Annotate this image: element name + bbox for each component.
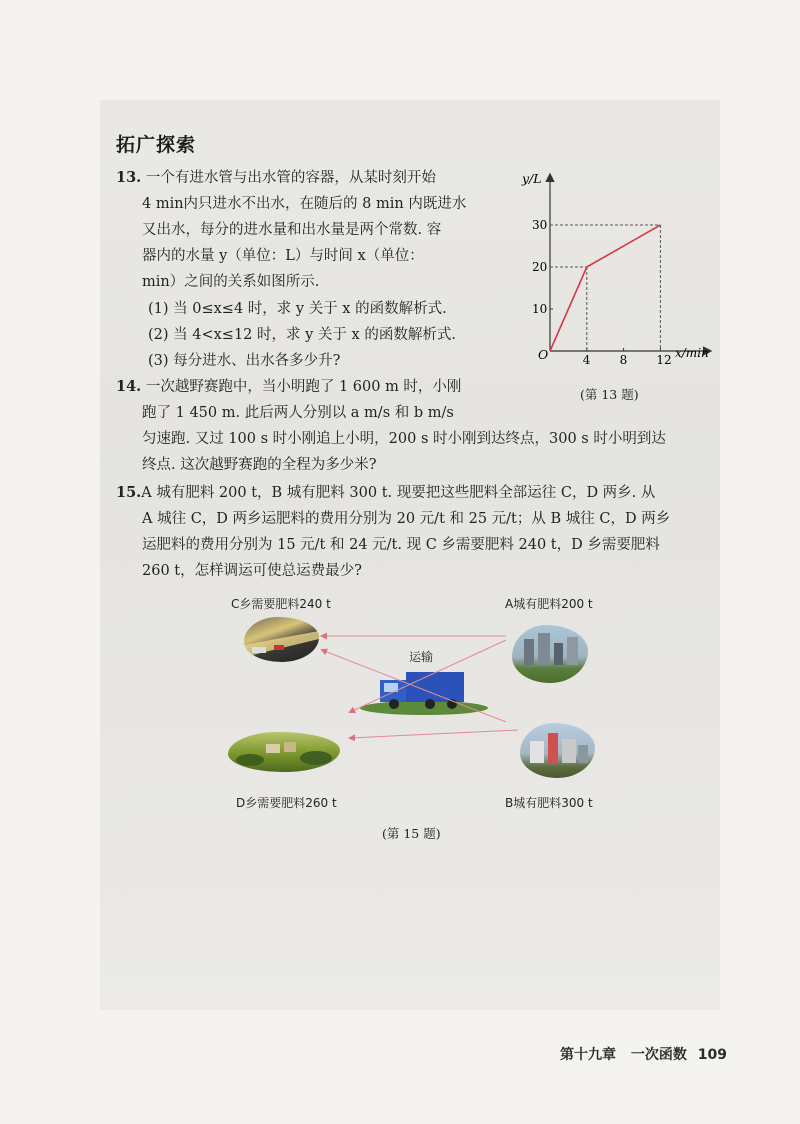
problem-13-number: 13. [116, 169, 142, 186]
problem-15-number: 15. [116, 484, 142, 501]
problem-13-line-5: min）之间的关系如图所示. [142, 274, 320, 290]
problem-13-line-2: 4 min内只进水不出水，在随后的 8 min 内既进水 [142, 196, 467, 212]
problem-13-chart [520, 165, 720, 365]
problem-14-line-2: 跑了 1 450 m. 此后两人分别以 a m/s 和 b m/s [142, 405, 454, 421]
problem-15-caption: (第 15 题) [382, 826, 441, 841]
problem-14-line-3: 匀速跑. 又过 100 s 时小刚追上小明，200 s 时小刚到达终点，300 s 时小明到达 [142, 431, 666, 447]
transport-label: 运输 [409, 650, 434, 664]
origin-label: O [538, 347, 549, 362]
b-city-label: B城有肥料300 t [505, 796, 593, 810]
problem-14-line-1: 一次越野赛跑中，当小明跑了 1 600 m 时，小刚 [145, 379, 462, 395]
a-city-label: A城有肥料200 t [505, 597, 593, 611]
c-village-label: C乡需要肥料240 t [231, 597, 331, 611]
problem-15-line-3: 运肥料的费用分别为 15 元/t 和 24 元/t. 现 C 乡需要肥料 240 t，D 乡需要肥料 [142, 537, 660, 553]
x-tick-label: 12 [656, 353, 672, 365]
problem-15-line-1: A 城有肥料 200 t，B 城有肥料 300 t. 现要把这些肥料全部运往 C，D 两乡. 从 [141, 485, 656, 501]
y-tick-label: 20 [532, 260, 548, 274]
problem-13 [116, 165, 511, 295]
problem-15 [116, 480, 716, 584]
problem-14-line-4: 终点. 这次越野赛跑的全程为多少米? [142, 457, 377, 473]
problem-15-line-4: 260 t，怎样调运可使总运费最少? [142, 563, 362, 579]
d-village-label: D乡需要肥料260 t [236, 796, 337, 810]
footer-chapter: 第十九章 [560, 1047, 616, 1063]
y-tick-label: 10 [532, 302, 548, 316]
y-axis-label: y/L [522, 171, 542, 186]
problem-13-question-1: (1) 当 0≤x≤4 时，求 y 关于 x 的函数解析式. [148, 301, 447, 317]
problem-14 [116, 374, 716, 478]
arrow-b-to-c [322, 650, 506, 722]
problem-13-line-1: 一个有进水管与出水管的容器，从某时刻开始 [145, 170, 436, 186]
problem-14-number: 14. [116, 378, 142, 395]
problem-13-question-2: (2) 当 4<x≤12 时，求 y 关于 x 的函数解析式. [148, 327, 456, 343]
section-title: 拓广探索 [116, 134, 197, 156]
arrow-a-to-d [350, 640, 506, 712]
page-footer [560, 1044, 727, 1064]
problem-13-line-3: 又出水，每分的进水量和出水量是两个常数. 容 [142, 222, 442, 238]
guide-lines [550, 225, 660, 351]
problem-13-line-4: 器内的水量 y（单位：L）与时间 x（单位： [142, 248, 424, 264]
x-axis-label: x/min [675, 346, 709, 360]
transport-arrows [310, 620, 530, 750]
problem-15-line-2: A 城往 C，D 两乡运肥料的费用分别为 20 元/t 和 25 元/t；从 B 城往 C，D 两乡 [142, 511, 671, 527]
page-number: 109 [697, 1047, 727, 1063]
y-tick-label: 30 [532, 218, 548, 232]
problem-13-question-3: (3) 每分进水、出水各多少升? [148, 353, 341, 369]
footer-title: 一次函数 [630, 1047, 687, 1063]
arrow-b-to-d [350, 730, 518, 738]
series-line [550, 225, 660, 351]
x-tick-label: 4 [582, 353, 591, 365]
problem-13-caption: (第 13 题) [580, 387, 639, 402]
x-tick-label: 8 [619, 353, 628, 365]
